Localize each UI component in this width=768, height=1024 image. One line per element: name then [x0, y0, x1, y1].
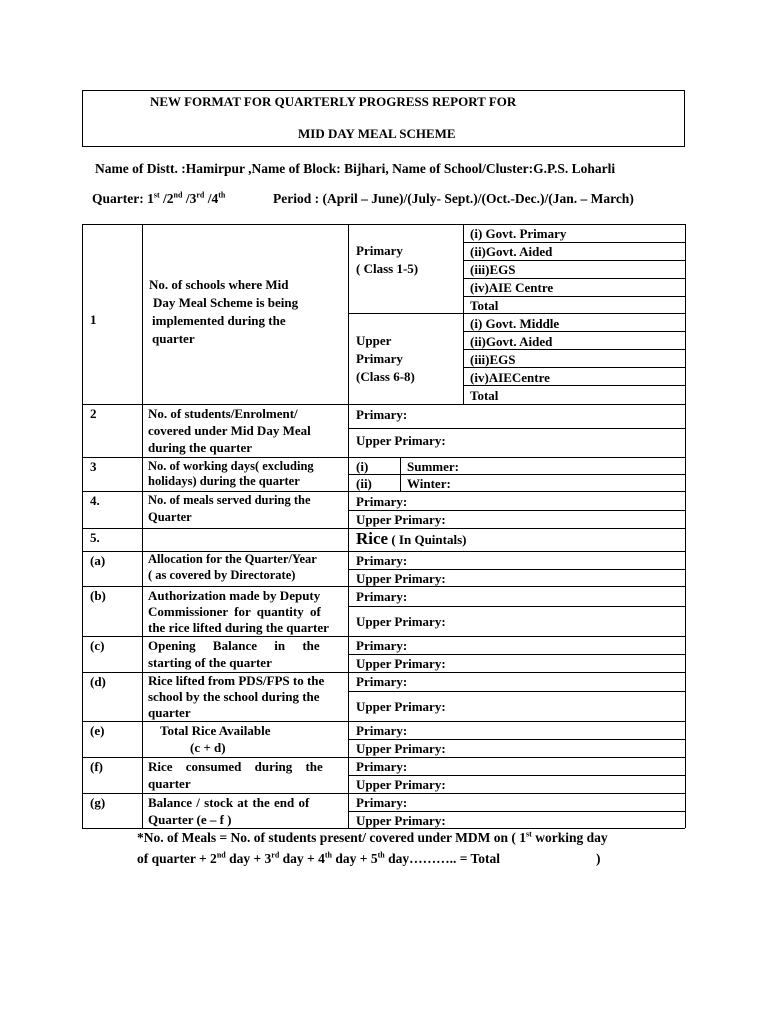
- summer-index: (i): [356, 459, 369, 474]
- row3-desc-line: holidays) during the quarter: [148, 474, 300, 488]
- scheme-title: MID DAY MEAL SCHEME: [298, 126, 456, 141]
- primary-label: Primary: [356, 243, 403, 258]
- primary-class-label: ( Class 1-5): [356, 261, 419, 276]
- upper-primary-value-label: Upper Primary:: [356, 741, 446, 756]
- row-number: 1: [90, 312, 97, 327]
- rice-row-desc: Total Rice Available: [160, 723, 271, 738]
- rice-row-desc: quarter: [148, 705, 191, 720]
- upper-item: (iv)AIECentre: [470, 370, 550, 385]
- primary-value-label: Primary:: [356, 407, 408, 422]
- rice-row-label: (e): [90, 723, 105, 738]
- winter-label: Winter:: [407, 476, 451, 491]
- upper-item: (i) Govt. Middle: [470, 316, 560, 331]
- row2-desc-line: during the quarter: [148, 440, 252, 455]
- rice-row-label: (b): [90, 588, 106, 603]
- primary-item: (ii)Govt. Aided: [470, 244, 553, 259]
- rice-row-desc: quarter: [148, 776, 191, 791]
- row3-desc-line: No. of working days( excluding: [148, 459, 314, 473]
- upper-primary-value-label: Upper Primary:: [356, 656, 446, 671]
- upper-label: Primary: [356, 351, 403, 366]
- row4-desc-line: Quarter: [148, 510, 192, 524]
- rice-row-desc: Opening Balance in the: [148, 638, 320, 653]
- row-number: 4.: [90, 493, 100, 508]
- rice-row-desc: Rice consumed during the: [148, 759, 323, 774]
- report-title: NEW FORMAT FOR QUARTERLY PROGRESS REPORT FOR: [150, 94, 517, 109]
- row-number: 2: [90, 406, 97, 421]
- rice-row-label: (d): [90, 674, 106, 689]
- rice-row-label: (a): [90, 553, 106, 568]
- rice-row-label: (g): [90, 795, 106, 810]
- primary-value-label: Primary:: [356, 589, 408, 604]
- row-number: 3: [90, 459, 97, 474]
- primary-value-label: Primary:: [356, 494, 408, 509]
- primary-value-label: Primary:: [356, 553, 408, 568]
- period-line: Period : (April – June)/(July- Sept.)/(Oct.-Dec.)/(Jan. – March): [273, 191, 634, 206]
- upper-primary-value-label: Upper Primary:: [356, 699, 446, 714]
- row1-desc-line: No. of schools where Mid: [149, 277, 289, 292]
- primary-item: (iv)AIE Centre: [470, 280, 554, 295]
- rice-row-desc: Commissioner for quantity of: [148, 604, 321, 619]
- rice-row-desc: starting of the quarter: [148, 655, 272, 670]
- row2-desc-line: No. of students/Enrolment/: [148, 406, 298, 421]
- row1-desc-line: quarter: [152, 331, 195, 346]
- footnote-line-1: *No. of Meals = No. of students present/ covered under MDM on ( 1st working day: [137, 829, 608, 845]
- row-number: 5.: [90, 530, 100, 545]
- winter-index: (ii): [356, 476, 372, 491]
- rice-row-desc: Balance / stock at the end of: [148, 795, 310, 810]
- rice-row-desc: Quarter (e – f ): [148, 812, 232, 827]
- upper-item: (iii)EGS: [470, 352, 516, 367]
- footnote-line-2: of quarter + 2nd day + 3rd day + 4th day + 5th day……….. = Total: [137, 850, 501, 866]
- primary-value-label: Primary:: [356, 638, 408, 653]
- primary-value-label: Primary:: [356, 723, 408, 738]
- rice-row-desc: school by the school during the: [148, 689, 320, 704]
- summer-label: Summer:: [407, 459, 459, 474]
- rice-row-desc: Authorization made by Deputy: [148, 588, 321, 603]
- upper-item: (ii)Govt. Aided: [470, 334, 553, 349]
- primary-item: (iii)EGS: [470, 262, 516, 277]
- row4-desc-line: No. of meals served during the: [148, 493, 311, 507]
- upper-primary-value-label: Upper Primary:: [356, 614, 446, 629]
- school-info: Name of Distt. :Hamirpur ,Name of Block: Bijhari, Name of School/Cluster:G.P.S. Loharli: [95, 161, 616, 176]
- rice-row-desc: ( as covered by Directorate): [148, 568, 296, 582]
- rice-row-desc: Allocation for the Quarter/Year: [148, 552, 317, 566]
- primary-item: (i) Govt. Primary: [470, 226, 567, 241]
- row1-desc-line: implemented during the: [152, 313, 286, 328]
- primary-total: Total: [470, 298, 499, 313]
- footnote-close-paren: ): [596, 851, 601, 866]
- rice-heading: Rice ( In Quintals): [356, 529, 467, 548]
- rice-row-desc: (c + d): [190, 740, 226, 755]
- primary-value-label: Primary:: [356, 795, 408, 810]
- upper-primary-value-label: Upper Primary:: [356, 571, 446, 586]
- rice-row-desc: the rice lifted during the quarter: [148, 620, 329, 635]
- upper-total: Total: [470, 388, 499, 403]
- quarter-line: Quarter: 1st /2nd /3rd /4th: [92, 190, 226, 206]
- rice-row-label: (c): [90, 638, 105, 653]
- upper-primary-value-label: Upper Primary:: [356, 512, 446, 527]
- upper-label: Upper: [356, 333, 392, 348]
- upper-primary-value-label: Upper Primary:: [356, 813, 446, 828]
- primary-value-label: Primary:: [356, 674, 408, 689]
- upper-primary-value-label: Upper Primary:: [356, 777, 446, 792]
- upper-primary-value-label: Upper Primary:: [356, 433, 446, 448]
- rice-row-desc: Rice lifted from PDS/FPS to the: [148, 673, 325, 688]
- rice-row-label: (f): [90, 759, 103, 774]
- upper-class-label: (Class 6-8): [356, 369, 415, 384]
- row2-desc-line: covered under Mid Day Meal: [148, 423, 311, 438]
- primary-value-label: Primary:: [356, 759, 408, 774]
- row1-desc-line: Day Meal Scheme is being: [153, 295, 299, 310]
